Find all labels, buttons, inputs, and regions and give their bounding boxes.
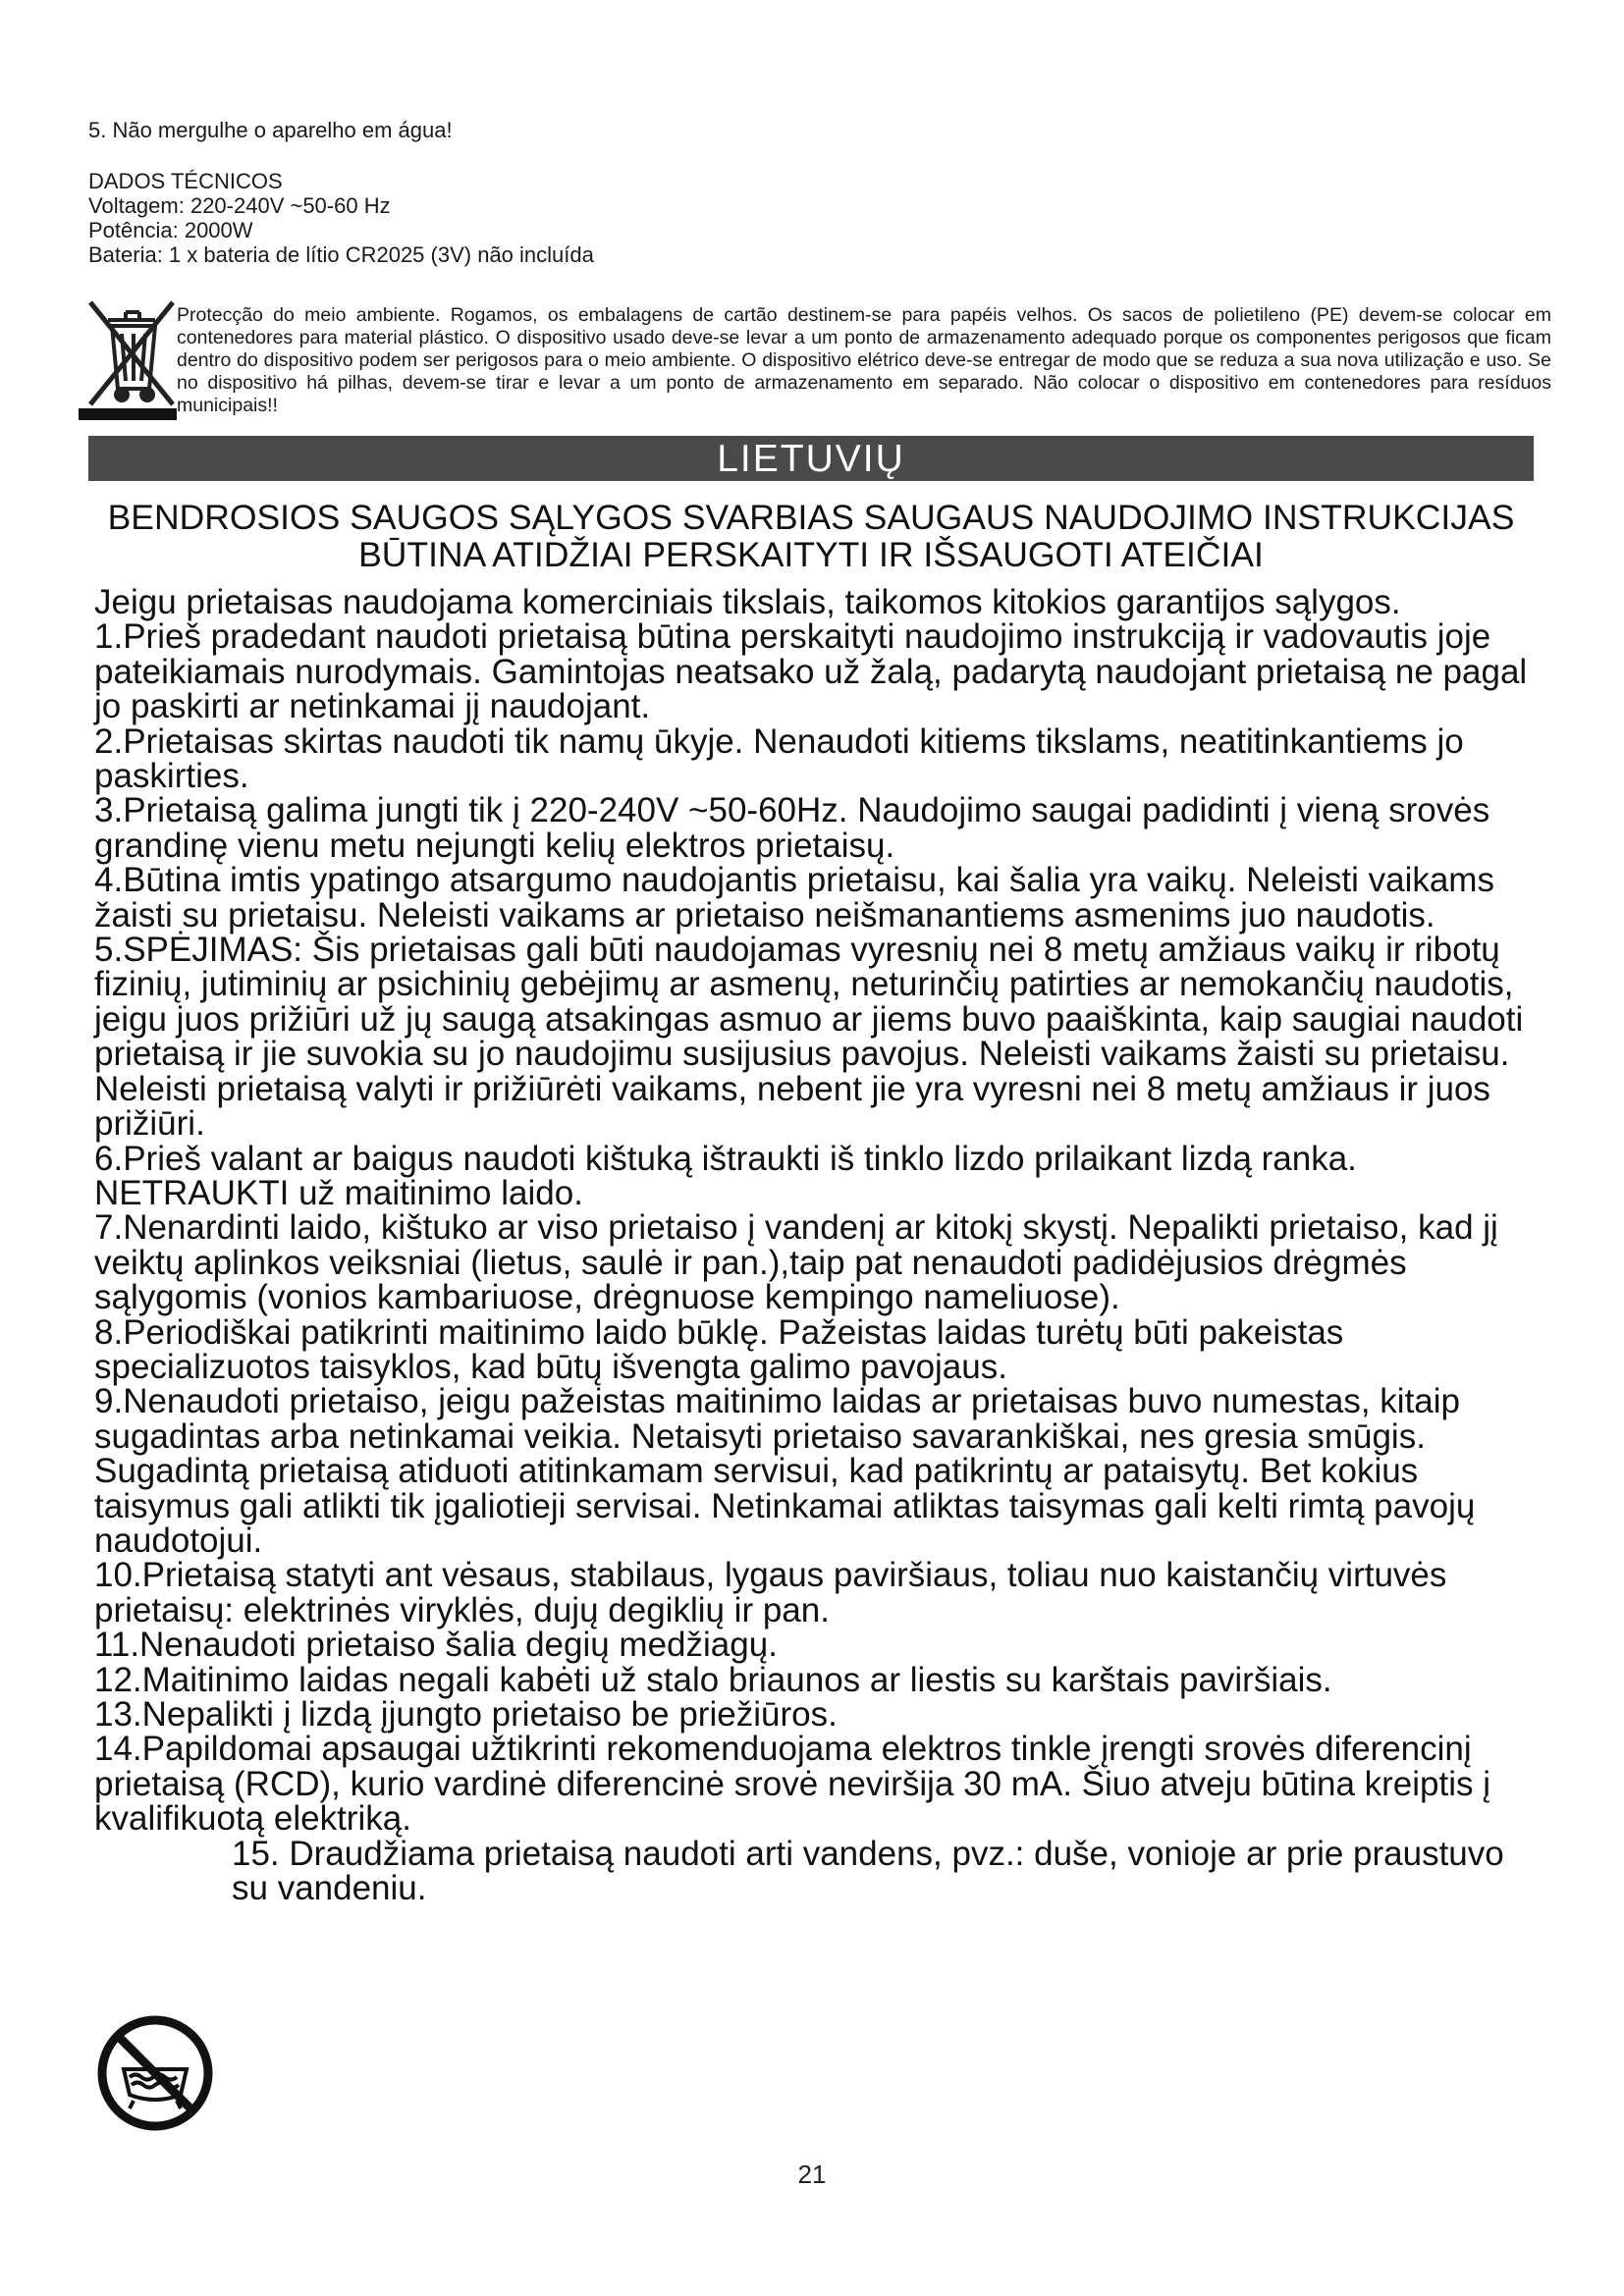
- page-number: 21: [797, 2160, 827, 2189]
- pt-environment-text: Protecção do meio ambiente. Rogamos, os embalagens de cartão destinem-se para papéis velhos. Os sacos de polietileno (PE) devem-se colocar em contenedores para material plástico. O dispositivo usado deve-se levar a um ponto de armazenamento adequado porque os componentes perigosos que ficam dentro do dispositivo podem ser perigosos para o meio ambiente. O dispositivo elétrico deve-se entregar de modo que se reduza a sua nova utilização e uso. Se no dispositivo há pilhas, devem-se tirar e levar a um ponto de armazenamento em separado. Não colocar o dispositivo em contenedores para resíduos municipais!!: [177, 304, 1551, 416]
- lt-paragraph-9: 9.Nenaudoti prietaiso, jeigu pažeistas maitinimo laidas ar prietaisas buvo numestas, kitaip sugadintas arba netinkamai veikia. Netaisyti prietaiso savarankiškai, nes gresia smūgis. Sugadintą prietaisą atiduoti atitinkamam servisui, kad patikrintų ar pataisytų. Bet kokius taisymus gali atlikti tik įgaliotieji servisai. Netinkamai atliktas taisymas gali kelti rimtą pavojų naudotojui.: [94, 1382, 1476, 1560]
- lt-safety-heading: [88, 499, 1534, 573]
- lt-paragraph-intro: Jeigu prietaisas naudojama komerciniais tikslais, taikomos kitokios garantijos sąlygos.: [94, 583, 1401, 621]
- lt-paragraph-12: 12.Maitinimo laidas negali kabėti už stalo briaunos ar liestis su karštais paviršiais.: [94, 1660, 1332, 1699]
- lt-paragraph-6: 6.Prieš valant ar baigus naudoti kištuką ištraukti iš tinklo lizdo prilaikant lizdą ranka. NETRAUKTI už maitinimo laido.: [94, 1139, 1357, 1212]
- pt-technical-data: [88, 169, 1561, 267]
- lt-paragraph-2: 2.Prietaisas skirtas naudoti tik namų ūkyje. Nenaudoti kitiems tikslams, neatitinkantiems jo paskirties.: [94, 721, 1464, 796]
- pt-tech-voltage: Voltagem: 220-240V ~50-60 Hz: [88, 193, 391, 218]
- pt-tech-battery: Bateria: 1 x bateria de lítio CR2025 (3V) não incluída: [88, 242, 594, 267]
- lt-paragraph-1: 1.Prieš pradedant naudoti prietaisą būtina perskaityti naudojimo instrukciją ir vadovautis joje pateikiamais nurodymais. Gamintojas neatsako už žalą, padarytą naudojant prietaisą ne pagal jo paskirti ar netinkamai jį naudojant.: [94, 617, 1528, 726]
- lt-instructions: [94, 583, 1538, 1908]
- lt-paragraph-8: 8.Periodiškai patikrinti maitinimo laido būklę. Pažeistas laidas turėtų būti pakeistas specializuotos taisyklos, kad būtų išvengta galimo pavojaus.: [94, 1312, 1344, 1386]
- pt-tech-title: DADOS TÉCNICOS: [88, 169, 283, 193]
- language-section-bar: LIETUVIŲ: [88, 436, 1534, 481]
- pt-tech-power: Potência: 2000W: [88, 218, 253, 242]
- lt-paragraph-4: 4.Būtina imtis ypatingo atsargumo naudojantis prietaisu, kai šalia yra vaikų. Neleisti vaikams žaisti su prietaisu. Neleisti vaikams ar prietaiso neišmanantiems asmenims juo naudotis.: [94, 861, 1494, 934]
- weee-bin-icon: [79, 294, 177, 420]
- lt-paragraph-5: 5.SPĖJIMAS: Šis prietaisas gali būti naudojamas vyresnių nei 8 metų amžiaus vaikų ir ribotų fizinių, jutiminių ar psichinių gebėjimų ar asmenų, neturinčių patirties ar nemokančių naudotis, jeigu juos prižiūri už jų saugą atsakingas asmuo ar jiems buvo paaiškinta, kaip saugiai naudoti prietaisą ir jie suvokia su jo naudojimu susijusius pavojus. Neleisti vaikams žaisti su prietaisu. Neleisti prietaisą valyti ir prižiūrėti vaikams, nebent jie yra vyresni nei 8 metų amžiaus ir juos prižiūri.: [94, 931, 1524, 1144]
- pt-environment-block: [79, 294, 1551, 427]
- no-bath-water-icon: [94, 2012, 216, 2134]
- lt-paragraph-13: 13.Nepalikti į lizdą įjungto prietaiso be priežiūros.: [94, 1695, 838, 1734]
- lt-heading-line-1: BENDROSIOS SAUGOS SĄLYGOS SVARBIAS SAUGAUS NAUDOJIMO INSTRUKCIJAS: [107, 498, 1515, 537]
- pt-warning-text: 5. Não mergulhe o aparelho em água!: [88, 118, 453, 142]
- lt-paragraph-14: 14.Papildomai apsaugai užtikrinti rekomenduojama elektros tinkle įrengti srovės diferencinį prietaisą (RCD), kurio vardinė diferencinė srovė neviršija 30 mA. Šiuo atveju būtina kreiptis į kvalifikuotą elektriką.: [94, 1730, 1491, 1839]
- lt-paragraph-3: 3.Prietaisą galima jungti tik į 220-240V ~50-60Hz. Naudojimo saugai padidinti į vieną srovės grandinę vienu metu nejungti kelių elektros prietaisų.: [94, 791, 1490, 865]
- lt-paragraph-7: 7.Nenardinti laido, kištuko ar viso prietaiso į vandenį ar kitokį skystį. Nepalikti prietaiso, kad jį veiktų aplinkos veiksniai (lietus, saulė ir pan.),taip pat nenaudoti padidėjusios drėgmės sąlygomis (vonios kambariuose, drėgnuose kempingo nameliuose).: [94, 1208, 1498, 1317]
- lt-paragraph-11: 11.Nenaudoti prietaiso šalia degių medžiagų.: [94, 1626, 778, 1665]
- lt-paragraph-10: 10.Prietaisą statyti ant vėsaus, stabilaus, lygaus paviršiaus, toliau nuo kaistančių virtuvės prietaisų: elektrinės viryklės, dujų degiklių ir pan.: [94, 1556, 1447, 1629]
- lt-heading-line-2: BŪTINA ATIDŽIAI PERSKAITYTI IR IŠSAUGOTI ATEIČIAI: [358, 535, 1264, 574]
- lt-paragraph-15: 15. Draudžiama prietaisą naudoti arti vandens, pvz.: duše, vonioje ar prie praustuvo su vandeniu.: [232, 1834, 1504, 1908]
